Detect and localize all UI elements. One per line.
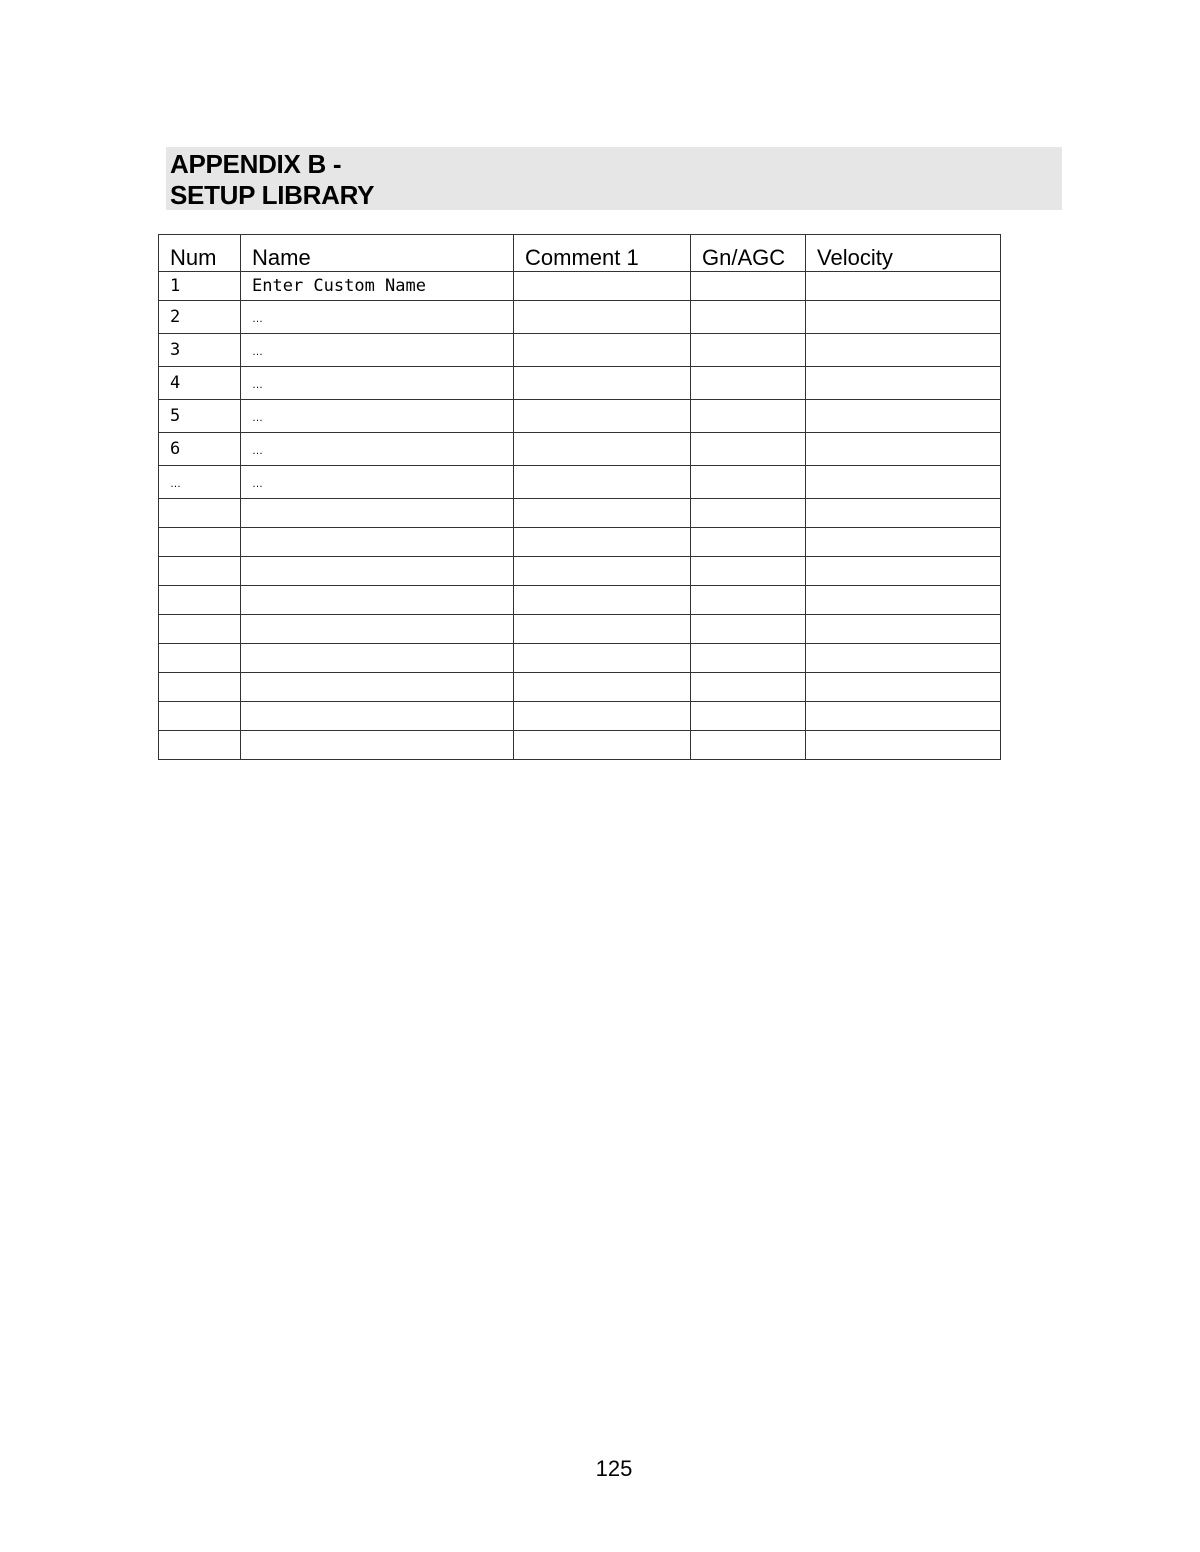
cell-name bbox=[241, 528, 514, 557]
cell-num bbox=[159, 702, 241, 731]
cell-name bbox=[241, 557, 514, 586]
cell-gain bbox=[691, 528, 806, 557]
cell-velocity bbox=[806, 615, 1001, 644]
table-row bbox=[159, 499, 1001, 528]
cell-name bbox=[241, 731, 514, 760]
page-number: 125 bbox=[595, 1456, 633, 1481]
cell-name: … bbox=[241, 301, 514, 334]
cell-name bbox=[241, 644, 514, 673]
cell-num bbox=[159, 644, 241, 673]
cell-name: … bbox=[241, 367, 514, 400]
column-header-velocity: Velocity bbox=[806, 235, 1001, 272]
table-row bbox=[159, 702, 1001, 731]
cell-gain bbox=[691, 731, 806, 760]
cell-num bbox=[159, 615, 241, 644]
cell-name: … bbox=[241, 400, 514, 433]
cell-velocity bbox=[806, 433, 1001, 466]
cell-num bbox=[159, 557, 241, 586]
table-row bbox=[159, 433, 1001, 466]
cell-gain bbox=[691, 367, 806, 400]
cell-num bbox=[159, 673, 241, 702]
cell-num bbox=[159, 499, 241, 528]
cell-num: … bbox=[159, 466, 241, 499]
cell-comment bbox=[514, 528, 691, 557]
cell-name: … bbox=[241, 466, 514, 499]
cell-gain bbox=[691, 644, 806, 673]
table-row bbox=[159, 466, 1001, 499]
cell-comment bbox=[514, 334, 691, 367]
cell-comment bbox=[514, 615, 691, 644]
cell-gain bbox=[691, 499, 806, 528]
cell-velocity bbox=[806, 586, 1001, 615]
cell-comment bbox=[514, 673, 691, 702]
cell-gain bbox=[691, 466, 806, 499]
cell-num bbox=[159, 586, 241, 615]
cell-comment bbox=[514, 433, 691, 466]
cell-gain bbox=[691, 272, 806, 301]
cell-velocity bbox=[806, 400, 1001, 433]
cell-gain bbox=[691, 557, 806, 586]
cell-comment bbox=[514, 400, 691, 433]
cell-gain bbox=[691, 586, 806, 615]
table-row bbox=[159, 615, 1001, 644]
cell-gain bbox=[691, 433, 806, 466]
cell-num: 2 bbox=[159, 301, 241, 334]
cell-name: … bbox=[241, 334, 514, 367]
table-row bbox=[159, 272, 1001, 301]
cell-comment bbox=[514, 367, 691, 400]
appendix-heading bbox=[166, 147, 1062, 210]
cell-name bbox=[241, 673, 514, 702]
cell-gain bbox=[691, 673, 806, 702]
cell-velocity bbox=[806, 367, 1001, 400]
cell-comment bbox=[514, 731, 691, 760]
cell-num: 5 bbox=[159, 400, 241, 433]
table-row bbox=[159, 673, 1001, 702]
cell-velocity bbox=[806, 301, 1001, 334]
cell-velocity bbox=[806, 272, 1001, 301]
cell-gain bbox=[691, 702, 806, 731]
cell-comment bbox=[514, 499, 691, 528]
table-row bbox=[159, 731, 1001, 760]
cell-name: … bbox=[241, 433, 514, 466]
column-header-gain: Gn/AGC bbox=[691, 235, 806, 272]
cell-velocity bbox=[806, 499, 1001, 528]
cell-name bbox=[241, 615, 514, 644]
table-row bbox=[159, 644, 1001, 673]
cell-comment bbox=[514, 702, 691, 731]
table-row bbox=[159, 586, 1001, 615]
cell-velocity bbox=[806, 557, 1001, 586]
cell-gain bbox=[691, 301, 806, 334]
table-row bbox=[159, 557, 1001, 586]
cell-num: 4 bbox=[159, 367, 241, 400]
cell-velocity bbox=[806, 673, 1001, 702]
cell-name bbox=[241, 499, 514, 528]
cell-num: 1 bbox=[159, 272, 241, 301]
heading-line-2: SETUP LIBRARY bbox=[170, 180, 375, 210]
cell-comment bbox=[514, 586, 691, 615]
table-row bbox=[159, 334, 1001, 367]
cell-velocity bbox=[806, 466, 1001, 499]
cell-velocity bbox=[806, 731, 1001, 760]
cell-velocity bbox=[806, 644, 1001, 673]
cell-name bbox=[241, 586, 514, 615]
column-header-num: Num bbox=[159, 235, 241, 272]
cell-num: 6 bbox=[159, 433, 241, 466]
table-row bbox=[159, 301, 1001, 334]
table-body bbox=[159, 272, 1001, 760]
column-header-comment: Comment 1 bbox=[514, 235, 691, 272]
cell-comment bbox=[514, 466, 691, 499]
cell-velocity bbox=[806, 334, 1001, 367]
cell-comment bbox=[514, 557, 691, 586]
cell-name: Enter Custom Name bbox=[241, 272, 514, 301]
setup-library-table bbox=[158, 234, 1001, 760]
cell-velocity bbox=[806, 528, 1001, 557]
table-header-row bbox=[159, 235, 1001, 272]
heading-line-1: APPENDIX B - bbox=[170, 149, 342, 179]
cell-comment bbox=[514, 644, 691, 673]
cell-num: 3 bbox=[159, 334, 241, 367]
cell-num bbox=[159, 528, 241, 557]
cell-name bbox=[241, 702, 514, 731]
cell-gain bbox=[691, 334, 806, 367]
cell-gain bbox=[691, 615, 806, 644]
table-row bbox=[159, 400, 1001, 433]
cell-num bbox=[159, 731, 241, 760]
cell-comment bbox=[514, 272, 691, 301]
cell-gain bbox=[691, 400, 806, 433]
column-header-name: Name bbox=[241, 235, 514, 272]
cell-comment bbox=[514, 301, 691, 334]
cell-velocity bbox=[806, 702, 1001, 731]
table-row bbox=[159, 367, 1001, 400]
table-row bbox=[159, 528, 1001, 557]
